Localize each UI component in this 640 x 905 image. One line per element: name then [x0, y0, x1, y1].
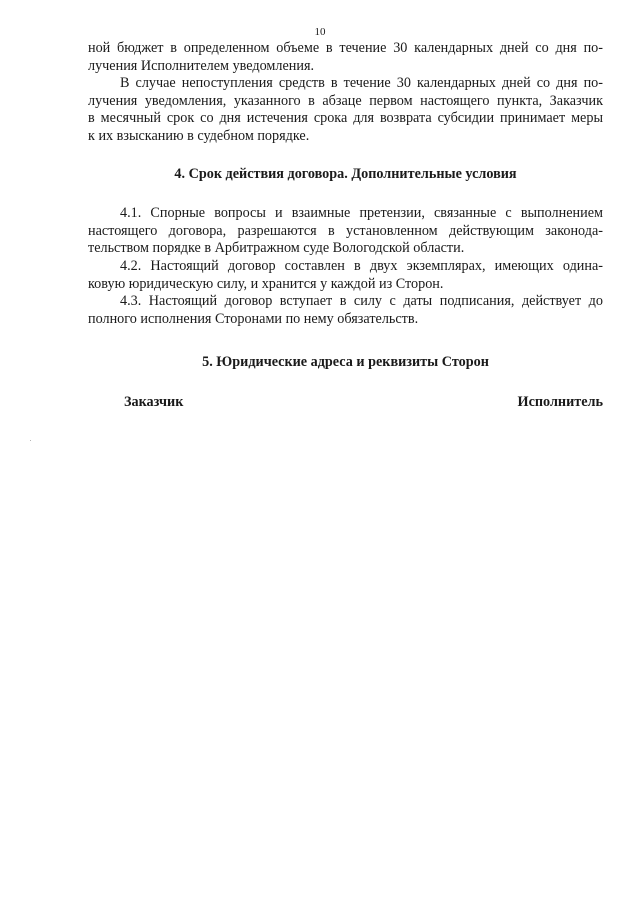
scan-speck [30, 440, 31, 441]
page-number: 10 [314, 26, 326, 38]
text-line: к их взысканию в судебном порядке. [88, 127, 310, 144]
contractor-label: Исполнитель [517, 393, 603, 410]
text-line: тельством порядке в Арбитражном суде Вологодской области. [88, 240, 465, 257]
text-line: 4.2. Настоящий договор составлен в двух экземплярах, имеющих одина- [120, 257, 603, 274]
text-line: 4.1. Спорные вопросы и взаимные претензии, связанные с выполнением [120, 205, 603, 222]
text-line: лучения уведомления, указанного в абзаце первом настоящего пункта, Заказчик [88, 92, 603, 109]
text-line: 4.3. Настоящий договор вступает в силу с даты подписания, действует до [120, 293, 603, 310]
document-body [88, 40, 603, 412]
clause-4-1 [88, 205, 603, 258]
text-line: ной бюджет в определенном объеме в течение 30 календарных дней со дня по- [88, 40, 603, 56]
text-line: В случае непоступления средств в течение 30 календарных дней со дня по- [120, 75, 603, 92]
text-line: в месячный срок со дня истечения срока для возврата субсидии принимает меры [88, 110, 603, 127]
section-4-heading: 4. Срок действия договора. Дополнительные условия [174, 165, 517, 182]
paragraph-non-receipt [88, 75, 603, 145]
text-line: настоящего договора, разрешаются в установленном действующим законода- [88, 222, 603, 239]
clause-4-2 [88, 258, 603, 293]
text-line: лучения Исполнителем уведомления. [88, 57, 315, 74]
clause-4-3 [88, 293, 603, 328]
paragraph-budget-continuation [88, 40, 603, 75]
customer-label: Заказчик [124, 393, 184, 410]
text-line: полного исполнения Сторонами по нему обязательств. [88, 310, 419, 327]
section-5-heading: 5. Юридические адреса и реквизиты Сторон [202, 354, 489, 371]
signature-block [88, 394, 603, 412]
text-line: ковую юридическую силу, и хранится у каждой из Сторон. [88, 275, 444, 292]
